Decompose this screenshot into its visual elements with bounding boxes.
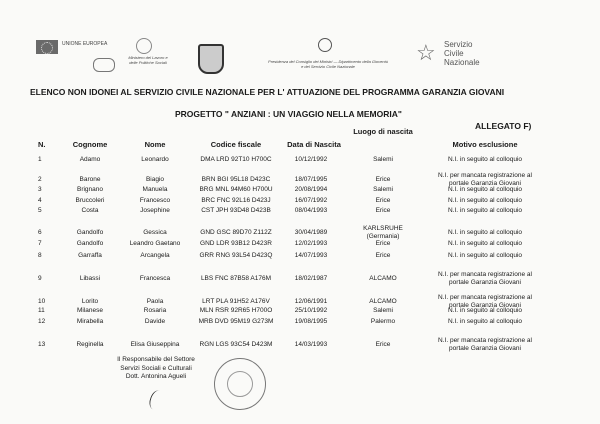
header-cognome: Cognome — [72, 140, 108, 149]
cell-motivo: portale Garanzia Giovani — [449, 279, 521, 286]
cell-cognome: Garraffa — [78, 252, 102, 259]
cell-motivo: N.I. in seguito al colloquio — [447, 252, 523, 259]
ministero-emblem-icon — [136, 38, 152, 54]
cell-luogo-nascita: Erice — [375, 252, 391, 259]
cell-codice-fiscale: GRR RNG 93L54 D423Q — [199, 252, 273, 259]
cell-codice-fiscale: BRG MNL 94M60 H700U — [199, 186, 273, 193]
cell-nome: Francesca — [139, 275, 171, 282]
cell-n: 2 — [38, 176, 42, 183]
cell-data-nascita: 20/08/1994 — [294, 186, 328, 193]
cell-motivo: N.I. in seguito al colloquio — [447, 318, 523, 325]
cell-nome: Leonardo — [141, 156, 169, 163]
cell-cognome: Lorito — [81, 298, 99, 305]
signature-block: Il Responsabile del Settore Servizi Sociali e Culturali Dott. Antonina Agueli — [117, 356, 195, 380]
header-nome: Nome — [144, 140, 166, 149]
cell-cognome: Reginella — [76, 341, 104, 348]
cell-luogo-nascita: Salemi — [373, 156, 393, 163]
cell-data-nascita: 19/08/1995 — [294, 318, 328, 325]
allegato-label: ALLEGATO F) — [475, 121, 532, 131]
repubblica-emblem-icon — [318, 38, 332, 52]
cell-cognome: Costa — [81, 207, 99, 214]
cell-motivo: N.I. in seguito al colloquio — [447, 307, 523, 314]
cell-nome: Davide — [144, 318, 166, 325]
cell-codice-fiscale: BRN BGI 95L18 D423C — [201, 176, 271, 183]
header-luogo-nascita: Luogo di nascita — [353, 127, 413, 136]
cell-n: 6 — [38, 229, 42, 236]
cell-nome: Arcangela — [140, 252, 170, 259]
cell-luogo-nascita: (Germania) — [366, 233, 400, 240]
cell-motivo: N.I. per mancata registrazione al — [438, 294, 532, 301]
cell-cognome: Adamo — [79, 156, 101, 163]
cell-cognome: Libassi — [79, 275, 101, 282]
cell-motivo: portale Garanzia Giovani — [449, 345, 521, 352]
garanzia-giovani-logo-icon — [93, 58, 115, 72]
ministero-logo-text: Ministero del Lavoro e delle Politiche Sociali — [128, 55, 168, 65]
cell-data-nascita: 16/07/1992 — [294, 197, 328, 204]
cell-data-nascita: 25/10/1992 — [294, 307, 328, 314]
document-title: ELENCO NON IDONEI AL SERVIZIO CIVILE NAZIONALE PER L' ATTUAZIONE DEL PROGRAMMA GARANZIA GIOVANI — [30, 87, 505, 97]
cell-luogo-nascita: Salemi — [373, 307, 393, 314]
servizio-civile-logo-text: Servizio Civile Nazionale — [444, 40, 480, 67]
eu-flag-icon — [36, 40, 58, 54]
cell-cognome: Milanese — [76, 307, 103, 314]
cell-data-nascita: 10/12/1992 — [294, 156, 328, 163]
cell-luogo-nascita: ALCAMO — [369, 298, 397, 305]
cell-codice-fiscale: RGN LGS 93C54 D423M — [199, 341, 273, 348]
cell-n: 9 — [38, 275, 42, 282]
cell-motivo: N.I. per mancata registrazione al — [438, 271, 532, 278]
cell-n: 8 — [38, 252, 42, 259]
cell-n: 12 — [38, 318, 46, 325]
cell-nome: Elisa Giuseppina — [130, 341, 180, 348]
header-codice-fiscale: Codice fiscale — [210, 140, 262, 149]
cell-codice-fiscale: GND LDR 93B12 D423R — [200, 240, 272, 247]
cell-luogo-nascita: Erice — [375, 207, 391, 214]
cell-n: 7 — [38, 240, 42, 247]
header-n: N. — [38, 140, 46, 149]
cell-luogo-nascita: Erice — [375, 197, 391, 204]
cell-nome: Gessica — [143, 229, 167, 236]
cell-codice-fiscale: MLN RSR 92R65 H700O — [199, 307, 273, 314]
cell-data-nascita: 14/03/1993 — [294, 341, 328, 348]
cell-nome: Paola — [146, 298, 164, 305]
presidenza-logo-text: Presidenza del Consiglio dei Ministri — Dipartimento della Gioventù e del Servizio Civile Nazionale — [268, 59, 388, 69]
cell-cognome: Barone — [79, 176, 101, 183]
cell-data-nascita: 14/07/1993 — [294, 252, 328, 259]
servizio-civile-star-icon: ☆ — [416, 40, 436, 65]
project-title: PROGETTO " ANZIANI : UN VIAGGIO NELLA MEMORIA" — [175, 109, 402, 119]
cell-nome: Manuela — [142, 186, 168, 193]
cell-cognome: Bruccoleri — [75, 197, 105, 204]
cell-data-nascita: 30/04/1989 — [294, 229, 328, 236]
cell-luogo-nascita: Erice — [375, 176, 391, 183]
comune-coat-of-arms-icon — [198, 44, 224, 74]
cell-cognome: Mirabella — [76, 318, 104, 325]
cell-codice-fiscale: DMA LRD 92T10 H700C — [200, 156, 272, 163]
cell-codice-fiscale: BRC FNC 92L16 D423J — [201, 197, 271, 204]
cell-nome: Francesco — [139, 197, 171, 204]
cell-cognome: Gandolfo — [76, 240, 104, 247]
cell-n: 11 — [38, 307, 45, 314]
cell-n: 1 — [38, 156, 42, 163]
cell-n: 5 — [38, 207, 42, 214]
handwritten-signature — [147, 388, 166, 411]
header-data-nascita: Data di Nascita — [287, 140, 341, 149]
cell-n: 10 — [38, 298, 46, 305]
cell-data-nascita: 08/04/1993 — [294, 207, 328, 214]
cell-luogo-nascita: Salemi — [373, 186, 393, 193]
cell-luogo-nascita: Erice — [375, 240, 391, 247]
cell-motivo: portale Garanzia Giovani — [449, 180, 521, 187]
cell-luogo-nascita: Palermo — [370, 318, 396, 325]
cell-codice-fiscale: MRB DVD 95M19 G273M — [198, 318, 274, 325]
cell-n: 13 — [38, 341, 46, 348]
cell-nome: Rosaria — [143, 307, 167, 314]
cell-luogo-nascita: KARLSRUHE — [363, 225, 403, 232]
cell-n: 3 — [38, 186, 42, 193]
cell-nome: Josephine — [140, 207, 170, 214]
cell-codice-fiscale: CST JPH 93D48 D423B — [201, 207, 271, 214]
cell-data-nascita: 12/02/1993 — [294, 240, 328, 247]
cell-motivo: N.I. in seguito al colloquio — [447, 207, 523, 214]
cell-luogo-nascita: Erice — [375, 341, 391, 348]
cell-motivo: portale Garanzia Giovani — [449, 302, 521, 309]
cell-cognome: Brignano — [76, 186, 104, 193]
cell-codice-fiscale: LBS FNC 87B58 A176M — [200, 275, 272, 282]
cell-motivo: N.I. in seguito al colloquio — [447, 186, 523, 193]
cell-data-nascita: 18/07/1995 — [294, 176, 328, 183]
official-stamp — [214, 358, 266, 410]
header-motivo: Motivo esclusione — [452, 140, 518, 149]
cell-nome: Leandro Gaetano — [129, 240, 181, 247]
cell-data-nascita: 12/06/1991 — [294, 298, 328, 305]
cell-motivo: N.I. per mancata registrazione al — [438, 337, 532, 344]
eu-logo-text: UNIONE EUROPEA — [62, 41, 108, 47]
cell-motivo: N.I. per mancata registrazione al — [438, 172, 532, 179]
cell-nome: Biagio — [145, 176, 165, 183]
cell-codice-fiscale: GND GSC 89D70 Z112Z — [200, 229, 272, 236]
cell-motivo: N.I. in seguito al colloquio — [447, 229, 523, 236]
cell-motivo: N.I. in seguito al colloquio — [447, 156, 523, 163]
cell-data-nascita: 18/02/1987 — [294, 275, 328, 282]
cell-luogo-nascita: ALCAMO — [369, 275, 397, 282]
cell-codice-fiscale: LRT PLA 91H52 A176V — [202, 298, 270, 305]
cell-motivo: N.I. in seguito al colloquio — [447, 197, 523, 204]
cell-motivo: N.I. in seguito al colloquio — [447, 240, 523, 247]
cell-n: 4 — [38, 197, 42, 204]
cell-cognome: Gandolfo — [76, 229, 104, 236]
